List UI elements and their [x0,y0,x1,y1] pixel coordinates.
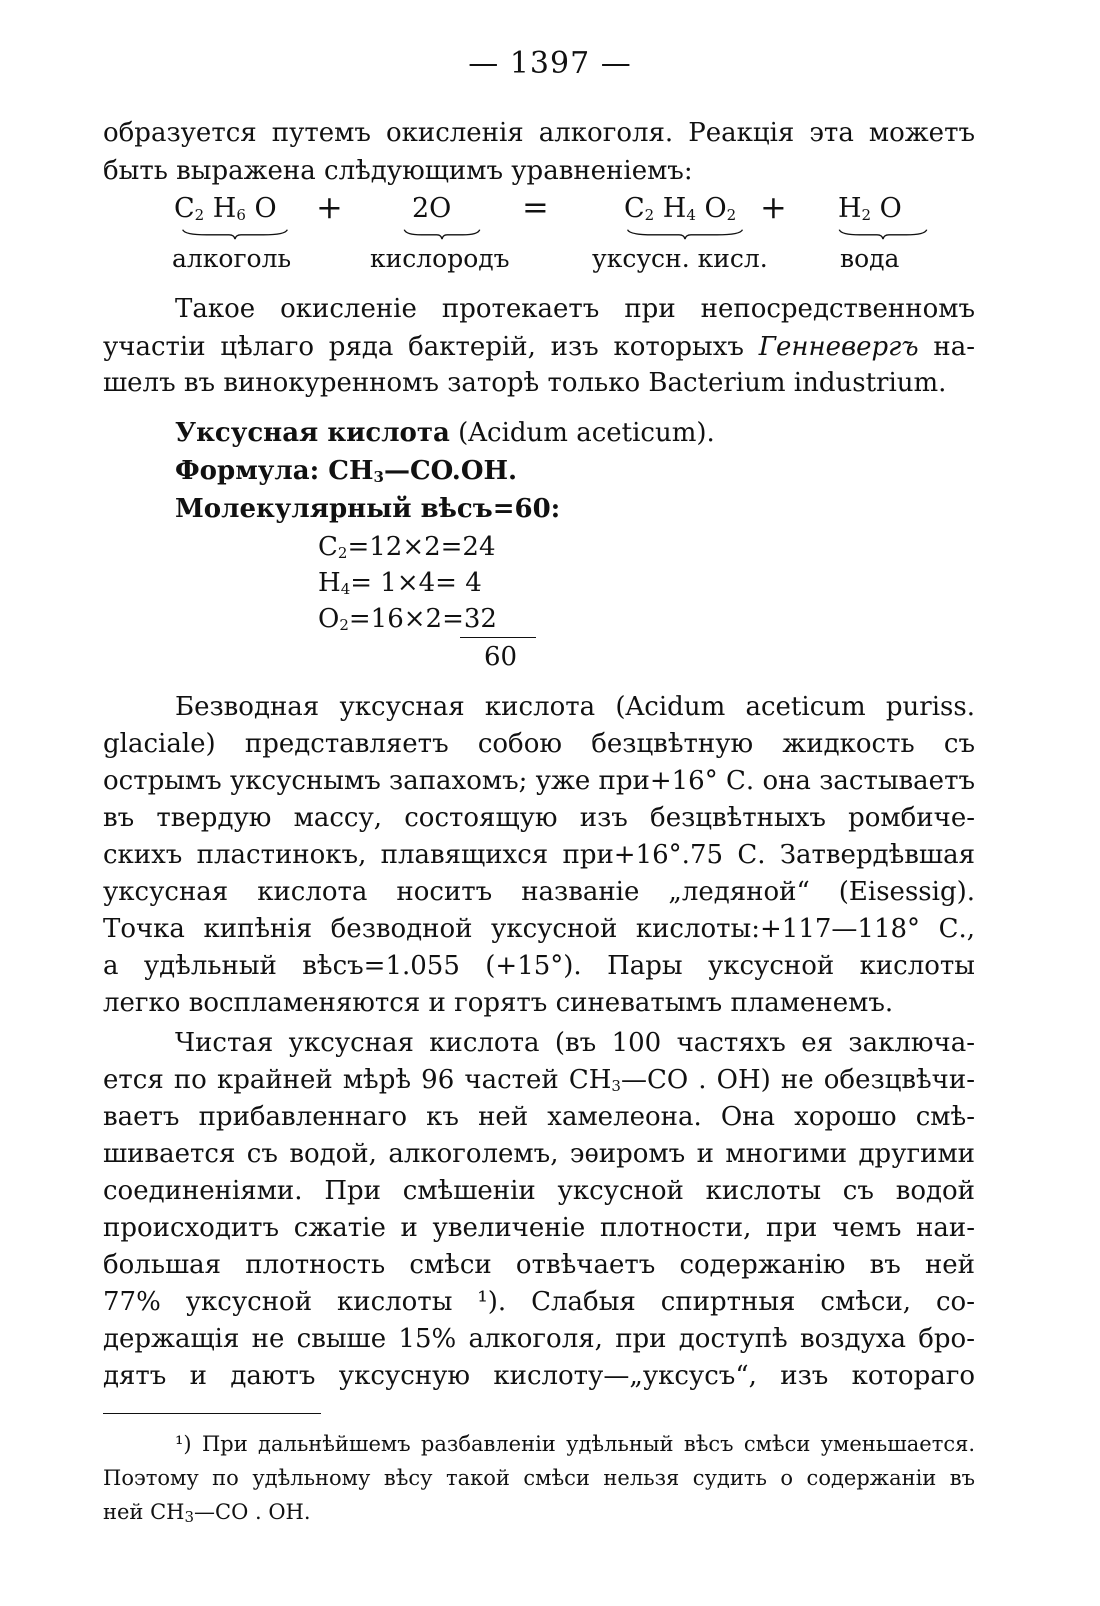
intro-line-2: быть выражена слѣдующимъ уравненіемъ: [103,156,693,186]
mw-row [318,602,497,636]
paragraph-line: держащія не свыше 15% алкоголя, при доступѣ воздуха бро- [103,1324,975,1354]
oxidation-line-2-text: участіи цѣлаго ряда бактерій, изъ которыхъ [103,332,744,362]
paragraph-line: glaciale) представляетъ собою безцвѣтную жидкость съ [103,729,975,759]
footnote-line: ней $CH_3—CO$ . OH. [103,1500,311,1526]
oxidation-line-2 [103,330,975,364]
paragraph-line: 77% уксусной кислоты ¹). Слабыя спиртныя смѣси, со- [103,1287,975,1317]
footnote-line: ¹) При дальнѣйшемъ разбавленіи удѣльный вѣсъ смѣси уменьшается. [175,1432,975,1456]
equation-label-oxygen: кислородъ [370,244,510,273]
acid-formula-line [175,454,517,488]
page-number: — 1397 — [468,46,632,81]
oxidation-line-2-end: на- [933,332,976,362]
paragraph-line: Точка кипѣнія безводной уксусной кислоты:+117—118° С., [103,914,975,944]
footnote-line: Поэтому по удѣльному вѣсу такой смѣси нельзя судить о содержаніи въ [103,1466,975,1490]
paragraph-line: соединеніями. При смѣшеніи уксусной кислоты съ водой [103,1176,975,1206]
paragraph-line: скихъ пластинокъ, плавящихся при+16°.75 С. Затвердѣвшая [103,840,975,870]
mw-calc: = 1×4= 4 [350,568,482,598]
brace-acid-icon [616,228,754,240]
paragraph-line: дятъ и даютъ уксусную кислоту—„уксусъ“, изъ котораго [103,1361,975,1391]
paragraph-line: уксусная кислота носитъ названіе „ледяной“ (Eisessig). [103,877,975,907]
formula-label: Формула: [175,456,320,486]
mw-total: 60 [484,642,518,672]
mw-value: =60: [492,494,561,524]
mw-element: $O_2$ [318,604,349,634]
paragraph-line: ваетъ прибавленнаго къ ней хамелеона. Она хорошо смѣ- [103,1102,975,1132]
paragraph-line: легко воспламеняются и горятъ синеватымъ пламенемъ. [103,988,894,1018]
mw-element: $C_2$ [318,532,348,562]
paragraph-line: Безводная уксусная кислота (Acidum aceticum puriss. [175,692,975,722]
paragraph-line: шивается съ водой, алкоголемъ, эѳиромъ и многими другими [103,1139,975,1169]
acid-latin-name: (Acidum aceticum). [458,418,715,448]
equation-alcohol-formula: $C_2$ $H_6$ O [174,193,277,224]
author-name: Генневергъ [758,332,919,362]
mw-calc: =12×2=24 [347,532,496,562]
paragraph-line: острымъ уксуснымъ запахомъ; уже при+16° С. она застываетъ [103,766,975,796]
paragraph-line: ется по крайней мѣрѣ 96 частей $CH_3—CO$ . OH) не обезцвѣчи- [103,1065,975,1095]
mw-row [318,530,496,564]
paragraph-line: большая плотность смѣси отвѣчаетъ содержанію въ ней [103,1250,975,1280]
mw-element: $H_4$ [318,568,351,598]
paragraph-line: происходитъ сжатіе и увеличеніе плотности, при чемъ наи- [103,1213,975,1243]
mw-row [318,566,482,600]
equation-plus-1: + [316,188,343,226]
equation-oxygen-formula: 2O [412,193,452,224]
equation-label-alcohol: алкоголь [172,244,292,273]
oxidation-line-1: Такое окисленіе протекаетъ при непосредственномъ [175,294,975,324]
acid-formula: $CH_3—CO.OH$. [328,456,518,486]
intro-line-1: образуется путемъ окисленія алкоголя. Реакція эта можетъ [103,118,975,148]
footnote-rule [103,1413,321,1414]
acid-name: Уксусная кислота [175,418,450,448]
oxidation-line-3: шелъ въ винокуренномъ заторѣ только Bacterium industrium. [103,368,947,398]
equation-acid-formula: $C_2$ $H_4$ $O_2$ [624,193,737,224]
mw-label: Молекулярный вѣсъ [175,494,493,524]
paragraph-line: а удѣльный вѣсъ=1.055 (+15°). Пары уксусной кислоты [103,951,975,981]
equation-equals: = [522,188,549,226]
paragraph-line: Чистая уксусная кислота (въ 100 частяхъ ея заключа- [175,1028,975,1058]
brace-water-icon [830,228,936,240]
equation-label-acid: уксусн. кисл. [592,244,768,273]
sum-rule [460,637,536,638]
brace-oxygen-icon [396,228,488,240]
molecular-weight-line [175,492,560,526]
brace-alcohol-icon [172,228,298,240]
equation-water-formula: $H_2$ O [838,193,902,224]
paragraph-line: въ твердую массу, состоящую изъ безцвѣтныхъ ромбиче- [103,803,975,833]
equation-label-water: вода [840,244,900,273]
acid-name-line [175,416,715,450]
mw-calc: =16×2=32 [348,604,497,634]
equation-plus-2: + [760,188,787,226]
